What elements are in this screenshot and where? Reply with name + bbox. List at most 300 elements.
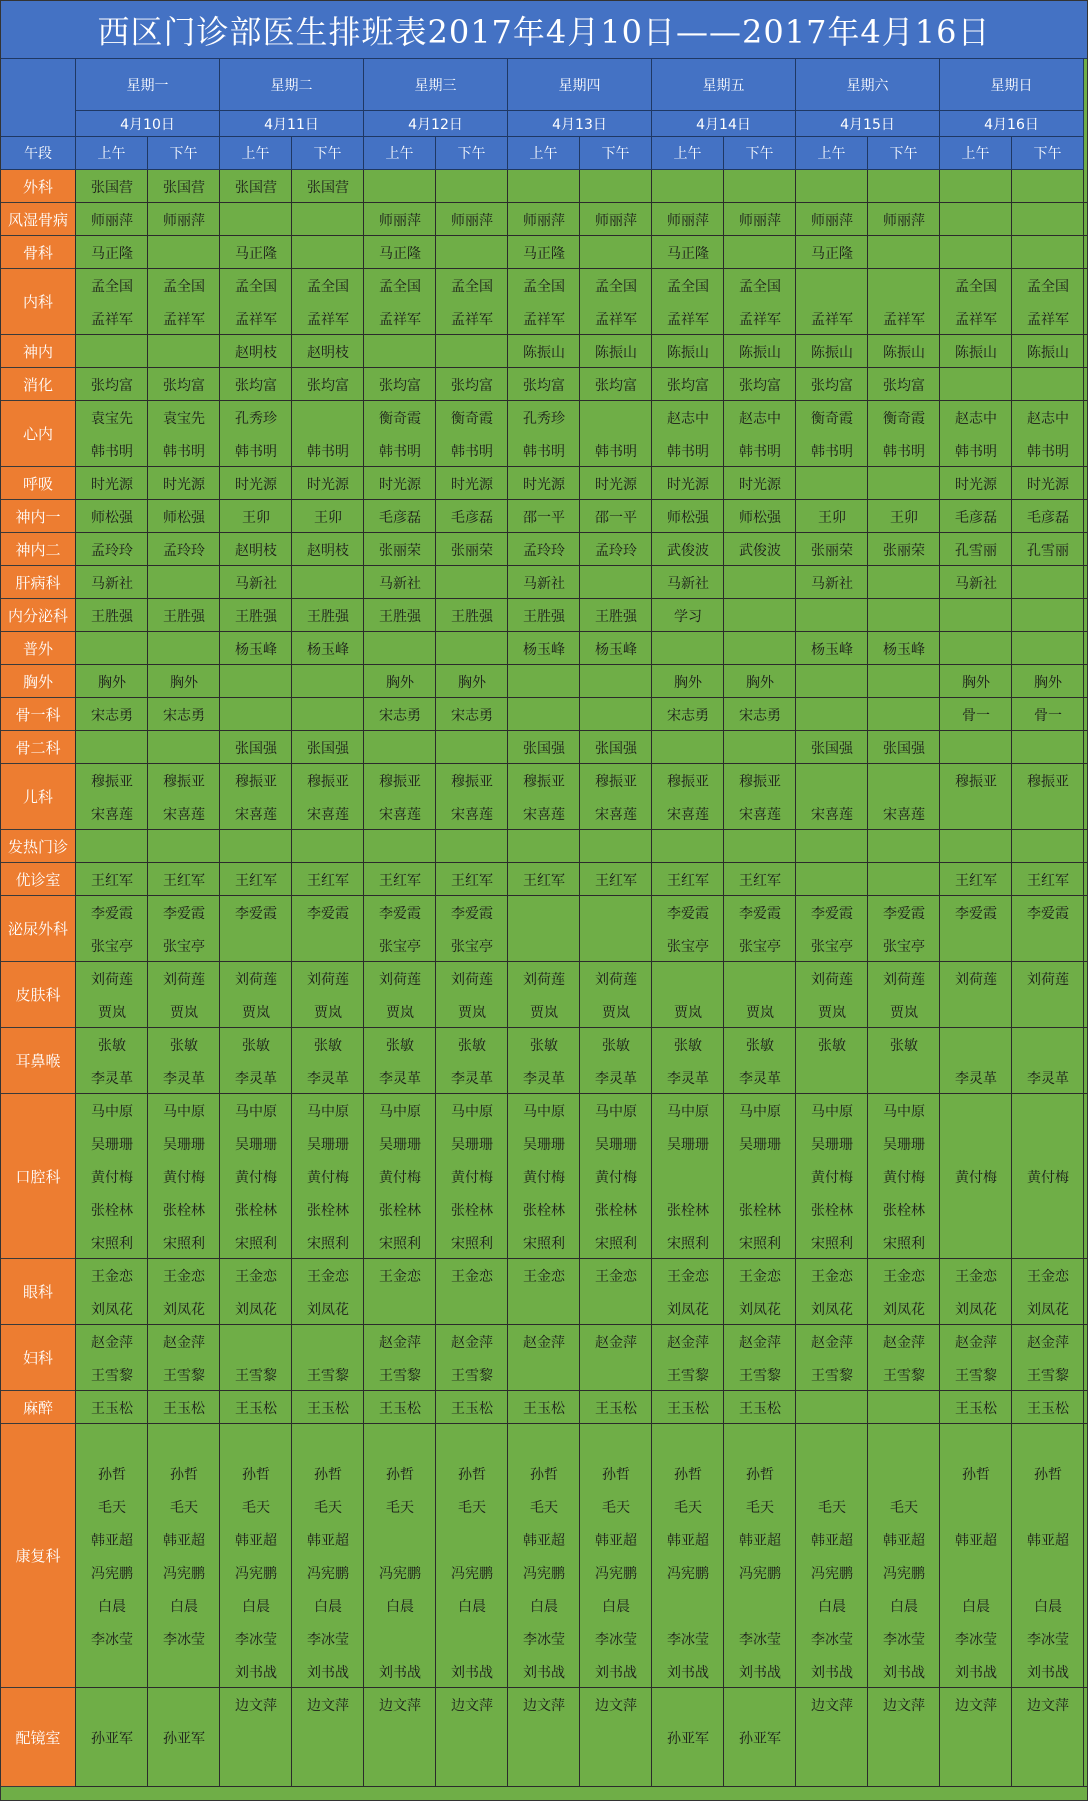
doctor-cell: 刘荷莲	[1027, 971, 1069, 988]
doctor-cell: 李灵革	[91, 1070, 133, 1087]
doctor-cell	[940, 1424, 1012, 1457]
doctor-cell	[940, 203, 1012, 236]
doctor-cell: 杨玉峰	[595, 641, 637, 658]
doctor-cell: 孟全国	[379, 278, 421, 295]
doctor-cell: 杨玉峰	[235, 641, 277, 658]
doctor-cell: 张丽荣	[811, 542, 853, 559]
doctor-cell: 张均富	[451, 377, 493, 394]
doctor-cell	[364, 731, 436, 764]
doctor-cell: 王红军	[739, 872, 781, 889]
doctor-cell: 韩亚超	[811, 1532, 853, 1549]
doctor-cell: 衡奇霞	[883, 410, 925, 427]
doctor-cell: 马正隆	[379, 245, 421, 262]
doctor-cell: 张栓林	[595, 1202, 637, 1219]
doctor-cell: 张敏	[386, 1037, 414, 1054]
doctor-cell	[292, 1424, 364, 1457]
doctor-cell	[148, 731, 220, 764]
date-header: 4月11日	[220, 111, 364, 137]
doctor-cell: 白晨	[170, 1598, 198, 1615]
doctor-cell: 师丽萍	[91, 212, 133, 229]
doctor-cell: 孙哲	[458, 1466, 486, 1483]
doctor-cell: 李冰莹	[235, 1631, 277, 1648]
pm-header: 下午	[292, 137, 364, 170]
doctor-cell	[364, 1292, 436, 1325]
doctor-cell	[580, 1358, 652, 1391]
doctor-cell: 杨玉峰	[523, 641, 565, 658]
doctor-cell	[652, 1160, 724, 1193]
doctor-cell	[148, 632, 220, 665]
doctor-cell: 张均富	[811, 377, 853, 394]
doctor-cell	[436, 1622, 508, 1655]
doctor-cell: 宋照利	[163, 1235, 205, 1252]
doctor-cell: 杨玉峰	[883, 641, 925, 658]
doctor-cell: 孟全国	[739, 278, 781, 295]
doctor-cell: 刘书战	[595, 1664, 637, 1681]
doctor-cell: 师丽萍	[739, 212, 781, 229]
doctor-cell	[940, 1490, 1012, 1523]
doctor-cell: 孟全国	[1027, 278, 1069, 295]
doctor-cell	[436, 731, 508, 764]
doctor-cell: 张宝亭	[667, 938, 709, 955]
doctor-cell	[724, 170, 796, 203]
doctor-cell: 吴珊珊	[739, 1136, 781, 1153]
department-label: 外科	[1, 170, 76, 203]
doctor-cell: 孟全国	[91, 278, 133, 295]
doctor-cell: 宋喜莲	[235, 806, 277, 823]
doctor-cell: 冯宪鹏	[739, 1565, 781, 1582]
date-header: 4月16日	[940, 111, 1084, 137]
doctor-cell: 时光源	[307, 476, 349, 493]
doctor-cell	[1012, 830, 1084, 863]
doctor-cell: 韩书明	[91, 443, 133, 460]
doctor-cell	[652, 731, 724, 764]
doctor-cell	[436, 1754, 508, 1787]
doctor-cell: 李灵革	[955, 1070, 997, 1087]
doctor-cell: 张国强	[595, 740, 637, 757]
doctor-cell: 王玉松	[523, 1400, 565, 1417]
doctor-cell	[940, 1556, 1012, 1589]
doctor-cell: 黄付梅	[91, 1169, 133, 1186]
doctor-cell: 吴珊珊	[163, 1136, 205, 1153]
doctor-cell	[652, 1754, 724, 1787]
doctor-cell: 贾岚	[170, 1004, 198, 1021]
doctor-cell: 王雪黎	[307, 1367, 349, 1384]
doctor-cell: 穆振亚	[955, 773, 997, 790]
column-divider	[147, 170, 148, 1787]
doctor-cell: 黄付梅	[1027, 1169, 1069, 1186]
doctor-cell	[796, 1061, 868, 1094]
department-label: 风湿骨病	[1, 203, 76, 236]
doctor-cell: 李冰莹	[163, 1631, 205, 1648]
doctor-cell	[580, 1754, 652, 1787]
doctor-cell: 穆振亚	[163, 773, 205, 790]
doctor-cell: 王红军	[307, 872, 349, 889]
doctor-cell	[508, 665, 580, 698]
doctor-cell: 刘书战	[451, 1664, 493, 1681]
doctor-cell	[1012, 1754, 1084, 1787]
doctor-cell: 张均富	[379, 377, 421, 394]
doctor-cell: 孙哲	[242, 1466, 270, 1483]
doctor-cell: 白晨	[98, 1598, 126, 1615]
doctor-cell: 边文萍	[379, 1697, 421, 1714]
doctor-cell: 宋喜莲	[883, 806, 925, 823]
doctor-cell: 刘荷莲	[91, 971, 133, 988]
doctor-cell: 孙亚军	[163, 1730, 205, 1747]
department-label: 皮肤科	[1, 962, 76, 1028]
doctor-cell	[220, 1721, 292, 1754]
doctor-cell	[1012, 368, 1084, 401]
doctor-cell	[76, 632, 148, 665]
doctor-cell: 王卯	[818, 509, 846, 526]
doctor-cell	[148, 830, 220, 863]
doctor-cell: 毛天	[170, 1499, 198, 1516]
doctor-cell: 孟祥军	[163, 311, 205, 328]
doctor-cell: 孟祥军	[379, 311, 421, 328]
doctor-cell	[868, 1061, 940, 1094]
doctor-cell: 孟全国	[955, 278, 997, 295]
doctor-cell: 孟全国	[163, 278, 205, 295]
doctor-cell	[940, 632, 1012, 665]
doctor-cell: 李冰莹	[739, 1631, 781, 1648]
doctor-cell: 武俊波	[667, 542, 709, 559]
doctor-cell: 张国强	[811, 740, 853, 757]
doctor-cell	[940, 830, 1012, 863]
doctor-cell: 宋喜莲	[811, 806, 853, 823]
doctor-cell: 韩亚超	[883, 1532, 925, 1549]
doctor-cell	[292, 236, 364, 269]
doctor-cell: 黄付梅	[307, 1169, 349, 1186]
doctor-cell: 毛天	[386, 1499, 414, 1516]
doctor-cell: 马正隆	[523, 245, 565, 262]
doctor-cell: 李冰莹	[1027, 1631, 1069, 1648]
doctor-cell: 韩亚超	[667, 1532, 709, 1549]
doctor-cell: 刘凤花	[739, 1301, 781, 1318]
doctor-cell: 张敏	[242, 1037, 270, 1054]
doctor-cell	[436, 566, 508, 599]
doctor-cell	[220, 929, 292, 962]
doctor-cell: 孙哲	[530, 1466, 558, 1483]
doctor-cell	[436, 1424, 508, 1457]
doctor-cell: 师丽萍	[523, 212, 565, 229]
doctor-cell: 师松强	[667, 509, 709, 526]
doctor-cell	[76, 1754, 148, 1787]
doctor-cell	[724, 731, 796, 764]
doctor-cell: 赵明枝	[235, 344, 277, 361]
doctor-cell	[292, 698, 364, 731]
doctor-cell: 李灵革	[739, 1070, 781, 1087]
doctor-cell: 张均富	[667, 377, 709, 394]
doctor-cell: 张均富	[595, 377, 637, 394]
doctor-cell	[1012, 1127, 1084, 1160]
doctor-cell: 赵金萍	[811, 1334, 853, 1351]
doctor-cell: 韩书明	[523, 443, 565, 460]
doctor-cell: 王金恋	[451, 1268, 493, 1285]
doctor-cell: 马正隆	[235, 245, 277, 262]
doctor-cell: 赵金萍	[883, 1334, 925, 1351]
doctor-cell: 黄付梅	[883, 1169, 925, 1186]
doctor-cell	[436, 1523, 508, 1556]
doctor-cell: 王金恋	[667, 1268, 709, 1285]
doctor-cell: 赵金萍	[523, 1334, 565, 1351]
doctor-cell: 吴珊珊	[91, 1136, 133, 1153]
doctor-cell: 时光源	[595, 476, 637, 493]
doctor-cell	[940, 1226, 1012, 1259]
doctor-cell	[724, 1589, 796, 1622]
doctor-cell	[868, 1391, 940, 1424]
doctor-cell	[796, 665, 868, 698]
doctor-cell: 韩书明	[883, 443, 925, 460]
department-label: 呼吸	[1, 467, 76, 500]
doctor-cell: 孟全国	[307, 278, 349, 295]
doctor-cell	[724, 962, 796, 995]
doctor-cell: 孟祥军	[739, 311, 781, 328]
doctor-cell: 李灵革	[163, 1070, 205, 1087]
doctor-cell: 马中原	[811, 1103, 853, 1120]
doctor-cell: 王玉松	[379, 1400, 421, 1417]
doctor-cell: 白晨	[818, 1598, 846, 1615]
doctor-cell: 师松强	[739, 509, 781, 526]
doctor-cell: 张敏	[890, 1037, 918, 1054]
doctor-cell: 师丽萍	[667, 212, 709, 229]
doctor-cell	[364, 1523, 436, 1556]
doctor-cell: 赵志中	[955, 410, 997, 427]
weekday-header: 星期五	[652, 59, 796, 111]
doctor-cell: 陈振山	[523, 344, 565, 361]
doctor-cell: 孙哲	[962, 1466, 990, 1483]
doctor-cell: 张敏	[674, 1037, 702, 1054]
am-header: 上午	[364, 137, 436, 170]
doctor-cell: 马中原	[163, 1103, 205, 1120]
doctor-cell: 张均富	[739, 377, 781, 394]
doctor-cell: 马新社	[91, 575, 133, 592]
doctor-cell: 冯宪鹏	[91, 1565, 133, 1582]
doctor-cell: 张敏	[170, 1037, 198, 1054]
doctor-cell: 骨一	[1034, 707, 1062, 724]
doctor-cell: 孟祥军	[955, 311, 997, 328]
doctor-cell: 白晨	[530, 1598, 558, 1615]
doctor-cell	[508, 896, 580, 929]
doctor-cell: 王玉松	[307, 1400, 349, 1417]
doctor-cell: 韩书明	[235, 443, 277, 460]
doctor-cell: 冯宪鹏	[379, 1565, 421, 1582]
weekday-header: 星期一	[76, 59, 220, 111]
am-header: 上午	[76, 137, 148, 170]
doctor-cell	[508, 1424, 580, 1457]
doctor-cell: 马中原	[235, 1103, 277, 1120]
doctor-cell	[148, 236, 220, 269]
doctor-cell: 边文萍	[883, 1697, 925, 1714]
doctor-cell	[1012, 1490, 1084, 1523]
doctor-cell: 毛天	[602, 1499, 630, 1516]
doctor-cell	[940, 1721, 1012, 1754]
doctor-cell: 李爱霞	[739, 905, 781, 922]
doctor-cell	[868, 1721, 940, 1754]
doctor-cell	[724, 566, 796, 599]
doctor-cell: 陈振山	[1027, 344, 1069, 361]
doctor-cell: 刘书战	[1027, 1664, 1069, 1681]
doctor-cell	[76, 335, 148, 368]
department-label: 儿科	[1, 764, 76, 830]
doctor-cell: 韩亚超	[163, 1532, 205, 1549]
doctor-cell: 王金恋	[523, 1268, 565, 1285]
doctor-cell: 李灵革	[595, 1070, 637, 1087]
doctor-cell	[940, 1127, 1012, 1160]
doctor-cell: 宋照利	[811, 1235, 853, 1252]
doctor-cell: 张宝亭	[883, 938, 925, 955]
date-header: 4月12日	[364, 111, 508, 137]
doctor-cell: 孟全国	[235, 278, 277, 295]
weekday-header: 星期日	[940, 59, 1084, 111]
am-header: 上午	[508, 137, 580, 170]
doctor-cell: 刘凤花	[1027, 1301, 1069, 1318]
department-label: 优诊室	[1, 863, 76, 896]
doctor-cell: 韩书明	[595, 443, 637, 460]
doctor-cell	[364, 170, 436, 203]
doctor-cell: 李冰莹	[307, 1631, 349, 1648]
doctor-cell: 李冰莹	[811, 1631, 853, 1648]
doctor-cell: 毛天	[314, 1499, 342, 1516]
department-label: 骨一科	[1, 698, 76, 731]
doctor-cell	[796, 830, 868, 863]
doctor-cell: 王金恋	[379, 1268, 421, 1285]
doctor-cell: 时光源	[955, 476, 997, 493]
doctor-cell: 黄付梅	[451, 1169, 493, 1186]
doctor-cell: 赵金萍	[1027, 1334, 1069, 1351]
doctor-cell: 赵金萍	[451, 1334, 493, 1351]
doctor-cell: 马正隆	[811, 245, 853, 262]
department-label: 肝病科	[1, 566, 76, 599]
doctor-cell: 贾岚	[746, 1004, 774, 1021]
doctor-cell: 吴珊珊	[811, 1136, 853, 1153]
doctor-cell: 王金恋	[91, 1268, 133, 1285]
doctor-cell	[508, 929, 580, 962]
doctor-cell	[148, 566, 220, 599]
doctor-cell: 胸外	[98, 674, 126, 691]
doctor-cell: 韩书明	[379, 443, 421, 460]
doctor-cell: 马中原	[739, 1103, 781, 1120]
doctor-cell	[652, 962, 724, 995]
doctor-cell	[868, 863, 940, 896]
doctor-cell: 穆振亚	[91, 773, 133, 790]
doctor-cell	[508, 1358, 580, 1391]
doctor-cell: 张栓林	[451, 1202, 493, 1219]
doctor-cell: 李冰莹	[595, 1631, 637, 1648]
department-label: 发热门诊	[1, 830, 76, 863]
doctor-cell: 马中原	[451, 1103, 493, 1120]
doctor-cell: 赵金萍	[595, 1334, 637, 1351]
doctor-cell	[796, 698, 868, 731]
doctor-cell: 宋志勇	[739, 707, 781, 724]
doctor-cell	[292, 1721, 364, 1754]
doctor-cell: 宋志勇	[379, 707, 421, 724]
doctor-cell: 张栓林	[235, 1202, 277, 1219]
doctor-cell: 师丽萍	[883, 212, 925, 229]
doctor-cell: 刘荷莲	[883, 971, 925, 988]
doctor-cell: 时光源	[1027, 476, 1069, 493]
doctor-cell	[220, 1325, 292, 1358]
doctor-cell: 王红军	[1027, 872, 1069, 889]
doctor-cell	[580, 929, 652, 962]
doctor-cell: 孟玲玲	[523, 542, 565, 559]
doctor-cell: 王红军	[595, 872, 637, 889]
doctor-cell: 贾岚	[602, 1004, 630, 1021]
department-label: 麻醉	[1, 1391, 76, 1424]
doctor-cell: 边文萍	[595, 1697, 637, 1714]
doctor-cell	[940, 995, 1012, 1028]
doctor-cell: 韩书明	[739, 443, 781, 460]
doctor-cell	[364, 335, 436, 368]
doctor-cell: 毛彦磊	[955, 509, 997, 526]
doctor-cell: 马中原	[523, 1103, 565, 1120]
doctor-cell: 张国强	[307, 740, 349, 757]
doctor-cell: 黄付梅	[955, 1169, 997, 1186]
am-header: 上午	[652, 137, 724, 170]
doctor-cell: 袁宝先	[163, 410, 205, 427]
doctor-cell: 赵金萍	[667, 1334, 709, 1351]
doctor-cell: 韩书明	[307, 443, 349, 460]
doctor-cell: 张丽荣	[379, 542, 421, 559]
doctor-cell	[868, 665, 940, 698]
doctor-cell: 王胜强	[451, 608, 493, 625]
doctor-cell: 宋照利	[307, 1235, 349, 1252]
doctor-cell: 张栓林	[91, 1202, 133, 1219]
doctor-cell: 刘荷莲	[163, 971, 205, 988]
column-divider	[1083, 170, 1084, 1787]
doctor-cell: 王金恋	[163, 1268, 205, 1285]
doctor-cell: 王玉松	[595, 1400, 637, 1417]
doctor-cell: 黄付梅	[235, 1169, 277, 1186]
doctor-cell: 张敏	[602, 1037, 630, 1054]
doctor-cell: 孔雪丽	[955, 542, 997, 559]
doctor-cell: 毛天	[530, 1499, 558, 1516]
doctor-cell: 孟祥军	[595, 311, 637, 328]
doctor-cell	[292, 1325, 364, 1358]
doctor-cell: 孟祥军	[883, 311, 925, 328]
doctor-cell: 王玉松	[91, 1400, 133, 1417]
doctor-cell: 时光源	[379, 476, 421, 493]
doctor-cell	[364, 1754, 436, 1787]
column-divider	[579, 170, 580, 1787]
doctor-cell: 韩亚超	[235, 1532, 277, 1549]
doctor-cell	[364, 1424, 436, 1457]
doctor-cell: 白晨	[890, 1598, 918, 1615]
doctor-cell: 李爱霞	[811, 905, 853, 922]
doctor-cell	[796, 170, 868, 203]
doctor-cell: 王雪黎	[811, 1367, 853, 1384]
doctor-cell: 刘书战	[955, 1664, 997, 1681]
doctor-cell	[436, 1292, 508, 1325]
doctor-cell: 边文萍	[235, 1697, 277, 1714]
doctor-cell: 马中原	[667, 1103, 709, 1120]
department-label: 眼科	[1, 1259, 76, 1325]
doctor-cell: 王胜强	[91, 608, 133, 625]
doctor-cell: 毛天	[98, 1499, 126, 1516]
doctor-cell	[364, 632, 436, 665]
doctor-cell: 衡奇霞	[379, 410, 421, 427]
doctor-cell	[580, 401, 652, 434]
doctor-cell: 贾岚	[890, 1004, 918, 1021]
doctor-cell: 张敏	[746, 1037, 774, 1054]
doctor-cell: 宋照利	[739, 1235, 781, 1252]
doctor-cell: 赵志中	[739, 410, 781, 427]
doctor-cell	[1012, 929, 1084, 962]
pm-header: 下午	[436, 137, 508, 170]
doctor-cell	[796, 467, 868, 500]
period-header-corner	[1, 59, 76, 137]
doctor-cell	[940, 797, 1012, 830]
doctor-cell	[364, 1622, 436, 1655]
doctor-cell	[724, 1688, 796, 1721]
